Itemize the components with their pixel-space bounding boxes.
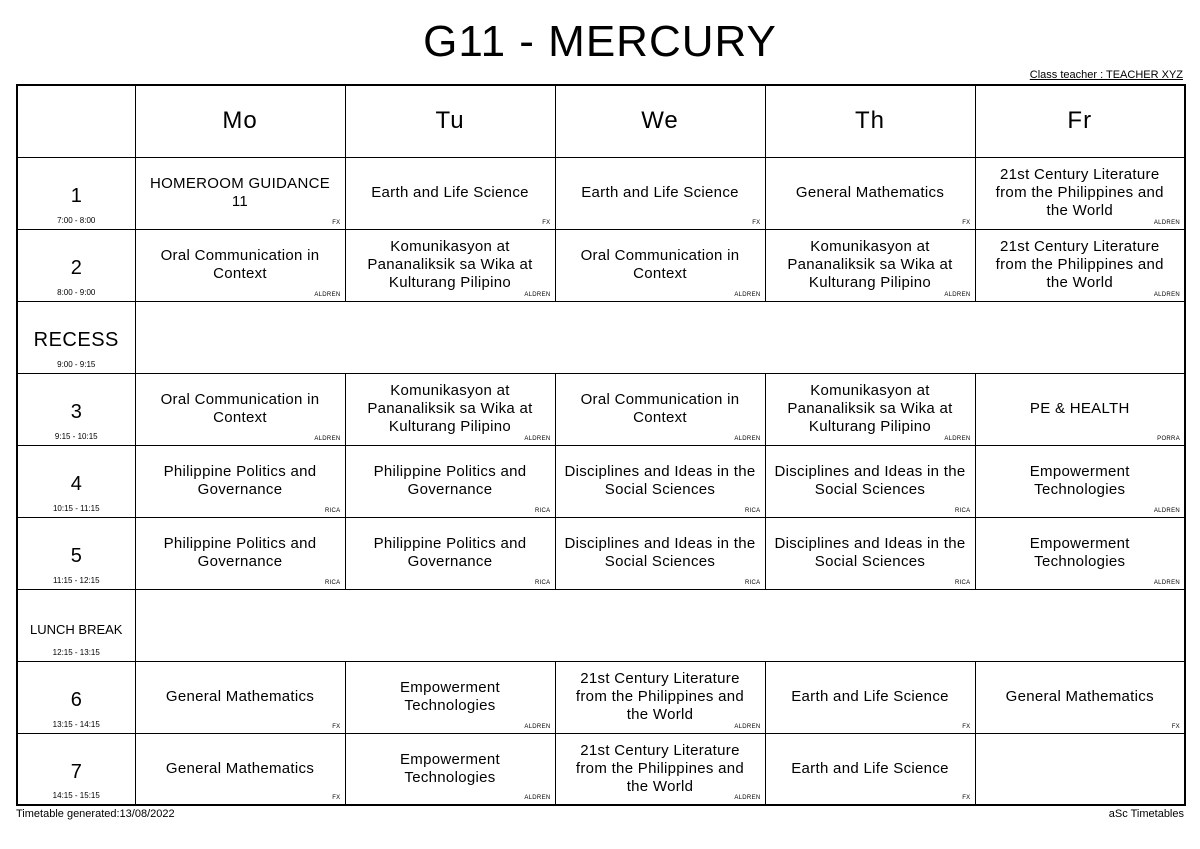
teacher-code: ALDREN	[734, 723, 761, 730]
subject-name: General Mathematics	[165, 688, 315, 705]
subject-name: Earth and Life Science	[791, 688, 949, 705]
period-time: 10:15 - 11:15	[52, 503, 100, 513]
teacher-code: RICA	[954, 579, 971, 586]
lesson-cell	[975, 445, 1185, 517]
lesson-cell	[345, 661, 555, 733]
subject-name: Empowerment Technologies	[399, 679, 500, 714]
teacher-code: ALDREN	[734, 291, 761, 298]
teacher-code: FX	[962, 723, 971, 730]
teacher-code: ALDREN	[1153, 579, 1180, 586]
period-row	[17, 445, 1185, 517]
break-row	[17, 589, 1185, 661]
lesson-cell	[135, 733, 345, 805]
teacher-code: FX	[332, 723, 341, 730]
lesson-cell	[345, 445, 555, 517]
teacher-code: FX	[962, 795, 971, 801]
teacher-code: ALDREN	[734, 435, 761, 442]
lesson-cell	[555, 229, 765, 301]
teacher-code: FX	[332, 795, 341, 801]
subject-name: Philippine Politics and Governance	[163, 535, 317, 570]
subject-name: Earth and Life Science	[371, 184, 529, 201]
teacher-code: ALDREN	[524, 291, 551, 298]
subject-name: Komunikasyon at Pananaliksik sa Wika at Kulturang Pilipino	[787, 382, 953, 435]
teacher-code: RICA	[534, 507, 551, 514]
teacher-code: ALDREN	[524, 795, 551, 801]
period-time: 9:15 - 10:15	[54, 431, 98, 441]
lesson-cell	[555, 445, 765, 517]
lesson-cell	[555, 517, 765, 589]
teacher-code: RICA	[744, 579, 761, 586]
lesson-cell	[555, 157, 765, 229]
period-row	[17, 661, 1185, 733]
period-number: 2	[70, 257, 82, 279]
timetable-grid	[16, 84, 1186, 806]
subject-name: Disciplines and Ideas in the Social Sciences	[774, 463, 966, 498]
teacher-code: ALDREN	[524, 435, 551, 442]
period-number: 6	[70, 689, 82, 711]
period-label-cell	[17, 733, 135, 805]
lesson-cell	[975, 733, 1185, 805]
period-row	[17, 517, 1185, 589]
lesson-cell	[345, 517, 555, 589]
break-row	[17, 301, 1185, 373]
break-name: LUNCH BREAK	[30, 622, 123, 637]
period-number: 3	[70, 401, 82, 423]
corner-cell	[17, 85, 135, 157]
day-header-fr: Fr	[975, 85, 1185, 157]
period-label-cell	[17, 517, 135, 589]
period-number: 4	[70, 473, 82, 495]
teacher-code: RICA	[534, 579, 551, 586]
subject-name: 21st Century Literature from the Philippines and the World	[575, 670, 745, 723]
lesson-cell	[135, 517, 345, 589]
subject-name: Disciplines and Ideas in the Social Sciences	[564, 535, 756, 570]
lesson-cell	[345, 373, 555, 445]
period-number: 5	[70, 545, 82, 567]
teacher-code: FX	[332, 219, 341, 226]
teacher-code: RICA	[324, 579, 341, 586]
teacher-code: ALDREN	[314, 435, 341, 442]
subject-name: Earth and Life Science	[791, 759, 949, 777]
subject-name: Philippine Politics and Governance	[163, 463, 317, 498]
teacher-code: ALDREN	[944, 435, 971, 442]
day-header-mo: Mo	[135, 85, 345, 157]
subject-name: Earth and Life Science	[581, 184, 739, 201]
break-label-cell	[17, 301, 135, 373]
subject-name: Disciplines and Ideas in the Social Sciences	[564, 463, 756, 498]
lesson-cell	[975, 229, 1185, 301]
lesson-cell	[765, 733, 975, 805]
class-teacher-label: Class teacher : TEACHER XYZ	[1029, 69, 1183, 81]
subject-name: Empowerment Technologies	[1029, 535, 1130, 570]
lesson-cell	[555, 661, 765, 733]
day-header-row	[17, 85, 1185, 157]
lesson-cell	[345, 733, 555, 805]
lesson-cell	[345, 229, 555, 301]
subject-name: HOMEROOM GUIDANCE 11	[149, 175, 331, 210]
subject-name: Komunikasyon at Pananaliksik sa Wika at Kulturang Pilipino	[367, 238, 533, 291]
lesson-cell	[765, 517, 975, 589]
lesson-cell	[135, 373, 345, 445]
subject-name: 21st Century Literature from the Philippines and the World	[995, 166, 1164, 219]
teacher-code: ALDREN	[734, 795, 761, 801]
period-row	[17, 733, 1185, 805]
teacher-code: ALDREN	[944, 291, 971, 298]
generated-date: Timetable generated:13/08/2022	[16, 808, 175, 820]
subject-name: Oral Communication in Context	[580, 391, 740, 426]
break-span-cell	[135, 589, 1185, 661]
teacher-code: ALDREN	[314, 291, 341, 298]
lesson-cell	[765, 445, 975, 517]
day-header-tu: Tu	[345, 85, 555, 157]
period-label-cell	[17, 157, 135, 229]
period-time: 13:15 - 14:15	[52, 719, 100, 729]
teacher-code: FX	[752, 219, 761, 226]
subject-name: Philippine Politics and Governance	[373, 535, 527, 570]
period-row	[17, 373, 1185, 445]
break-name: RECESS	[33, 329, 119, 351]
day-header-we: We	[555, 85, 765, 157]
break-span-cell	[135, 301, 1185, 373]
teacher-code: FX	[542, 219, 551, 226]
lesson-cell	[765, 229, 975, 301]
subject-name: Oral Communication in Context	[160, 247, 320, 282]
lesson-cell	[975, 157, 1185, 229]
period-time: 9:00 - 9:15	[57, 359, 96, 369]
subject-name: Oral Communication in Context	[160, 391, 320, 426]
period-row	[17, 157, 1185, 229]
lesson-cell	[555, 733, 765, 805]
period-time: 14:15 - 15:15	[52, 791, 100, 800]
brand-label: aSc Timetables	[1108, 808, 1184, 820]
subject-name: Philippine Politics and Governance	[373, 463, 527, 498]
period-time: 8:00 - 9:00	[57, 287, 96, 297]
subject-name: 21st Century Literature from the Philippines and the World	[995, 238, 1164, 291]
teacher-code: ALDREN	[1153, 291, 1180, 298]
subject-name: Komunikasyon at Pananaliksik sa Wika at Kulturang Pilipino	[367, 382, 533, 435]
period-number: 7	[70, 760, 82, 783]
period-label-cell	[17, 373, 135, 445]
lesson-cell	[555, 373, 765, 445]
lesson-cell	[345, 157, 555, 229]
subject-name: 21st Century Literature from the Philippines and the World	[575, 741, 745, 795]
teacher-code: PORRA	[1157, 435, 1180, 442]
period-number: 1	[70, 185, 82, 207]
period-row	[17, 229, 1185, 301]
lesson-cell	[135, 157, 345, 229]
lesson-cell	[135, 229, 345, 301]
subject-name: PE & HEALTH	[1029, 400, 1130, 417]
subject-name: Empowerment Technologies	[399, 750, 500, 786]
period-label-cell	[17, 445, 135, 517]
lesson-cell	[975, 373, 1185, 445]
period-time: 11:15 - 12:15	[52, 575, 100, 585]
period-time: 12:15 - 13:15	[52, 647, 100, 657]
page-title: G11 - MERCURY	[423, 17, 777, 66]
lesson-cell	[765, 157, 975, 229]
teacher-code: ALDREN	[1153, 507, 1180, 514]
lesson-cell	[765, 661, 975, 733]
subject-name: General Mathematics	[165, 759, 315, 777]
subject-name: Empowerment Technologies	[1029, 463, 1130, 498]
lesson-cell	[975, 661, 1185, 733]
period-label-cell	[17, 229, 135, 301]
lesson-cell	[765, 373, 975, 445]
break-label-cell	[17, 589, 135, 661]
teacher-code: RICA	[744, 507, 761, 514]
subject-name: General Mathematics	[1005, 688, 1154, 705]
teacher-code: FX	[1171, 723, 1180, 730]
teacher-code: RICA	[954, 507, 971, 514]
teacher-code: RICA	[324, 507, 341, 514]
teacher-code: ALDREN	[1153, 219, 1180, 226]
subject-name: Komunikasyon at Pananaliksik sa Wika at Kulturang Pilipino	[787, 238, 953, 291]
lesson-cell	[975, 517, 1185, 589]
day-header-th: Th	[765, 85, 975, 157]
teacher-code: ALDREN	[524, 723, 551, 730]
lesson-cell	[135, 661, 345, 733]
subject-name: Oral Communication in Context	[580, 247, 740, 282]
subject-name: Disciplines and Ideas in the Social Sciences	[774, 535, 966, 570]
subject-name: General Mathematics	[795, 184, 945, 201]
teacher-code: FX	[962, 219, 971, 226]
lesson-cell	[135, 445, 345, 517]
period-time: 7:00 - 8:00	[57, 215, 96, 225]
period-label-cell	[17, 661, 135, 733]
